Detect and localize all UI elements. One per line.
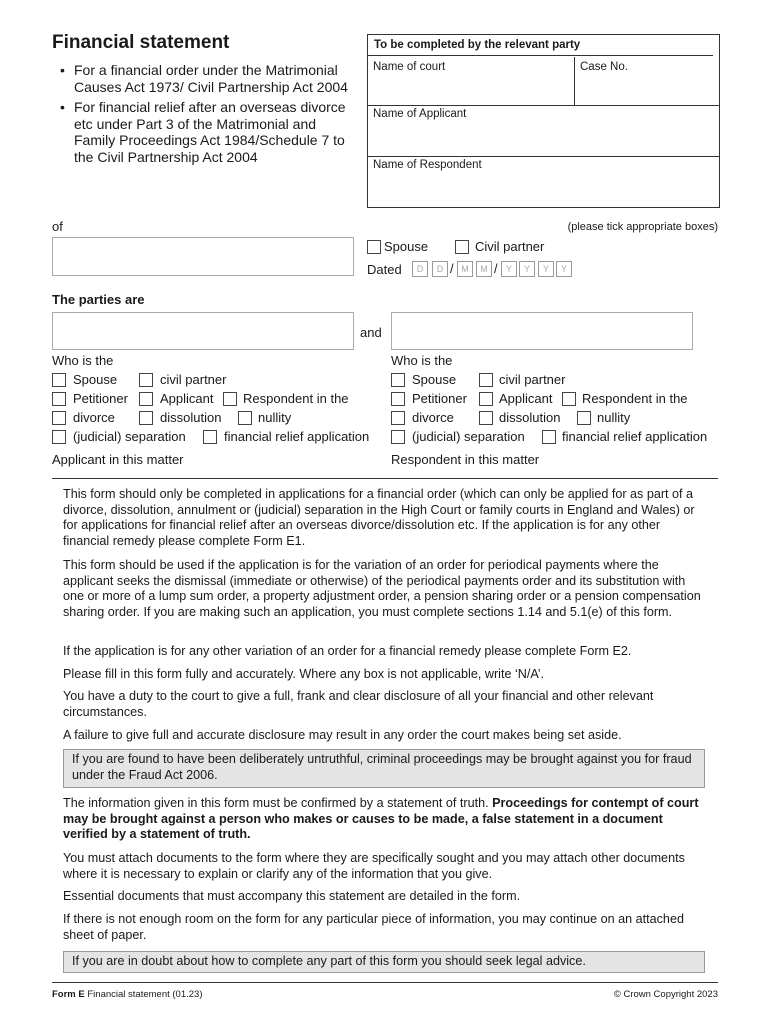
date-year-2[interactable]: Y xyxy=(519,261,535,277)
right-dissolution-checkbox[interactable] xyxy=(479,411,493,425)
form-code: Form E xyxy=(52,989,85,1000)
spouse-checkbox[interactable] xyxy=(367,240,381,254)
date-month-1[interactable]: M xyxy=(457,261,473,277)
right-applicant-label: Applicant xyxy=(499,391,553,406)
fraud-warning-box: If you are found to have been deliberately untruthful, criminal proceedings may be brought against you for fraud under the Fraud Act 2006. xyxy=(63,749,705,788)
legal-advice-box: If you are in doubt about how to complete any part of this form you should seek legal advice. xyxy=(63,951,705,973)
right-applicant-checkbox[interactable] xyxy=(479,392,493,406)
civil-partner-label: Civil partner xyxy=(475,239,545,254)
respondent-name-field[interactable]: Name of Respondent xyxy=(373,159,482,171)
right-divorce-checkbox[interactable] xyxy=(391,411,405,425)
left-separation-checkbox[interactable] xyxy=(52,430,66,444)
right-who-label: Who is the xyxy=(391,353,453,368)
applicant-name-field[interactable]: Name of Applicant xyxy=(373,108,467,120)
footer-divider xyxy=(52,982,718,983)
party-box-heading: To be completed by the relevant party xyxy=(368,35,713,56)
left-spouse-checkbox[interactable] xyxy=(52,373,66,387)
right-nullity-label: nullity xyxy=(597,410,631,425)
left-respondent-label: Respondent in the xyxy=(243,391,349,406)
cell-divider xyxy=(574,57,575,105)
statement-of-truth-paragraph xyxy=(63,796,703,843)
date-separator: / xyxy=(494,261,498,276)
party-2-name-input[interactable] xyxy=(391,312,693,350)
instruction-paragraph: You have a duty to the court to give a full, frank and clear disclosure of all your financial and other relevant circumstances. xyxy=(63,689,654,719)
date-separator: / xyxy=(450,261,454,276)
instruction-paragraph: If the application is for any other variation of an order for a financial remedy please complete Form E2. xyxy=(63,644,632,658)
instruction-paragraph: Please fill in this form fully and accurately. Where any box is not applicable, write ‘N/A’. xyxy=(63,667,545,681)
civil-partner-checkbox[interactable] xyxy=(455,240,469,254)
left-civil-partner-label: civil partner xyxy=(160,372,227,387)
tick-hint: (please tick appropriate boxes) xyxy=(567,221,718,233)
right-petitioner-checkbox[interactable] xyxy=(391,392,405,406)
right-petitioner-label: Petitioner xyxy=(412,391,467,406)
left-divorce-label: divorce xyxy=(73,410,115,425)
right-civil-partner-checkbox[interactable] xyxy=(479,373,493,387)
statement-of-truth-text: The information given in this form must be confirmed by a statement of truth. xyxy=(63,796,493,810)
right-divorce-label: divorce xyxy=(412,410,454,425)
instruction-paragraph: This form should be used if the application is for the variation of an order for periodical payments where the applicant seeks the dismissal (immediate or otherwise) of the periodical payments order and its substitution with one or more of a lump sum order, a property adjustment order, a pension sharing order or a pension compensation sharing order. If you are making such an application, you must complete sections 1.14 and 5.1(e) of this form. xyxy=(63,558,701,619)
left-nullity-checkbox[interactable] xyxy=(238,411,252,425)
left-role-label: Applicant in this matter xyxy=(52,452,184,467)
court-name-field[interactable]: Name of court xyxy=(373,61,446,73)
right-separation-label: (judicial) separation xyxy=(412,429,525,444)
left-petitioner-checkbox[interactable] xyxy=(52,392,66,406)
form-scope-list xyxy=(60,62,350,169)
right-spouse-label: Spouse xyxy=(412,372,457,387)
date-year-3[interactable]: Y xyxy=(538,261,554,277)
right-respondent-checkbox[interactable] xyxy=(562,392,576,406)
left-financial-relief-label: financial relief application xyxy=(224,429,370,444)
left-civil-partner-checkbox[interactable] xyxy=(139,373,153,387)
of-name-input[interactable] xyxy=(52,237,354,276)
left-nullity-label: nullity xyxy=(258,410,292,425)
form-title: Financial statement (01.23) xyxy=(84,989,203,1000)
right-financial-relief-label: financial relief application xyxy=(562,429,708,444)
right-spouse-checkbox[interactable] xyxy=(391,373,405,387)
right-financial-relief-checkbox[interactable] xyxy=(542,430,556,444)
instruction-paragraph: Essential documents that must accompany this statement are detailed in the form. xyxy=(63,889,521,903)
contempt-warning: Proceedings for contempt of court may be brought against a person who makes or causes to be made, a false statement in a document verified by a statement of truth. xyxy=(63,796,699,842)
left-divorce-checkbox[interactable] xyxy=(52,411,66,425)
instruction-paragraph: This form should only be completed in applications for a financial order (which can only be applied for as part of a divorce, dissolution, annulment or (judicial) separation in the High Court or family courts in England and Wales) or for applications for financial relief after an overseas divorce/dissolution etc. If the application is for any other financial remedy please complete Form E1. xyxy=(63,487,695,548)
right-nullity-checkbox[interactable] xyxy=(577,411,591,425)
left-spouse-label: Spouse xyxy=(73,372,118,387)
scope-item: • For financial relief after an overseas divorce etc under Part 3 of the Matrimonial and Family Proceedings Act 1984/Schedule 7 to the Civil Partnership Act 2004 xyxy=(60,99,350,165)
date-month-2[interactable]: M xyxy=(476,261,492,277)
dated-label: Dated xyxy=(367,262,402,277)
footer-form-id xyxy=(52,989,203,1000)
date-day-2[interactable]: D xyxy=(432,261,448,277)
scope-item: • For a financial order under the Matrimonial Causes Act 1973/ Civil Partnership Act 2004 xyxy=(60,62,350,95)
and-label: and xyxy=(360,325,382,340)
page-title: Financial statement xyxy=(52,32,230,53)
of-label: of xyxy=(52,219,63,234)
left-petitioner-label: Petitioner xyxy=(73,391,128,406)
left-who-label: Who is the xyxy=(52,353,114,368)
instruction-paragraph: A failure to give full and accurate disclosure may result in any order the court makes being set aside. xyxy=(63,728,622,742)
left-applicant-checkbox[interactable] xyxy=(139,392,153,406)
left-dissolution-checkbox[interactable] xyxy=(139,411,153,425)
left-separation-label: (judicial) separation xyxy=(73,429,186,444)
right-respondent-label: Respondent in the xyxy=(582,391,688,406)
right-separation-checkbox[interactable] xyxy=(391,430,405,444)
date-day-1[interactable]: D xyxy=(412,261,428,277)
left-financial-relief-checkbox[interactable] xyxy=(203,430,217,444)
case-number-field[interactable]: Case No. xyxy=(580,61,628,73)
instruction-paragraph: You must attach documents to the form where they are specifically sought and you may attach other documents where it is necessary to explain or clarify any of the information that you give. xyxy=(63,851,685,881)
right-civil-partner-label: civil partner xyxy=(499,372,566,387)
party-1-name-input[interactable] xyxy=(52,312,354,350)
left-applicant-label: Applicant xyxy=(160,391,214,406)
left-dissolution-label: dissolution xyxy=(160,410,222,425)
divider xyxy=(52,478,718,479)
spouse-label: Spouse xyxy=(384,239,429,254)
copyright: © Crown Copyright 2023 xyxy=(613,989,718,1000)
party-details-box xyxy=(367,34,720,208)
right-role-label: Respondent in this matter xyxy=(391,452,540,467)
parties-heading: The parties are xyxy=(52,292,145,307)
left-respondent-checkbox[interactable] xyxy=(223,392,237,406)
date-year-1[interactable]: Y xyxy=(501,261,517,277)
instruction-paragraph: If there is not enough room on the form for any particular piece of information, you may continue on an attached sheet of paper. xyxy=(63,912,684,942)
date-year-4[interactable]: Y xyxy=(556,261,572,277)
right-dissolution-label: dissolution xyxy=(499,410,561,425)
